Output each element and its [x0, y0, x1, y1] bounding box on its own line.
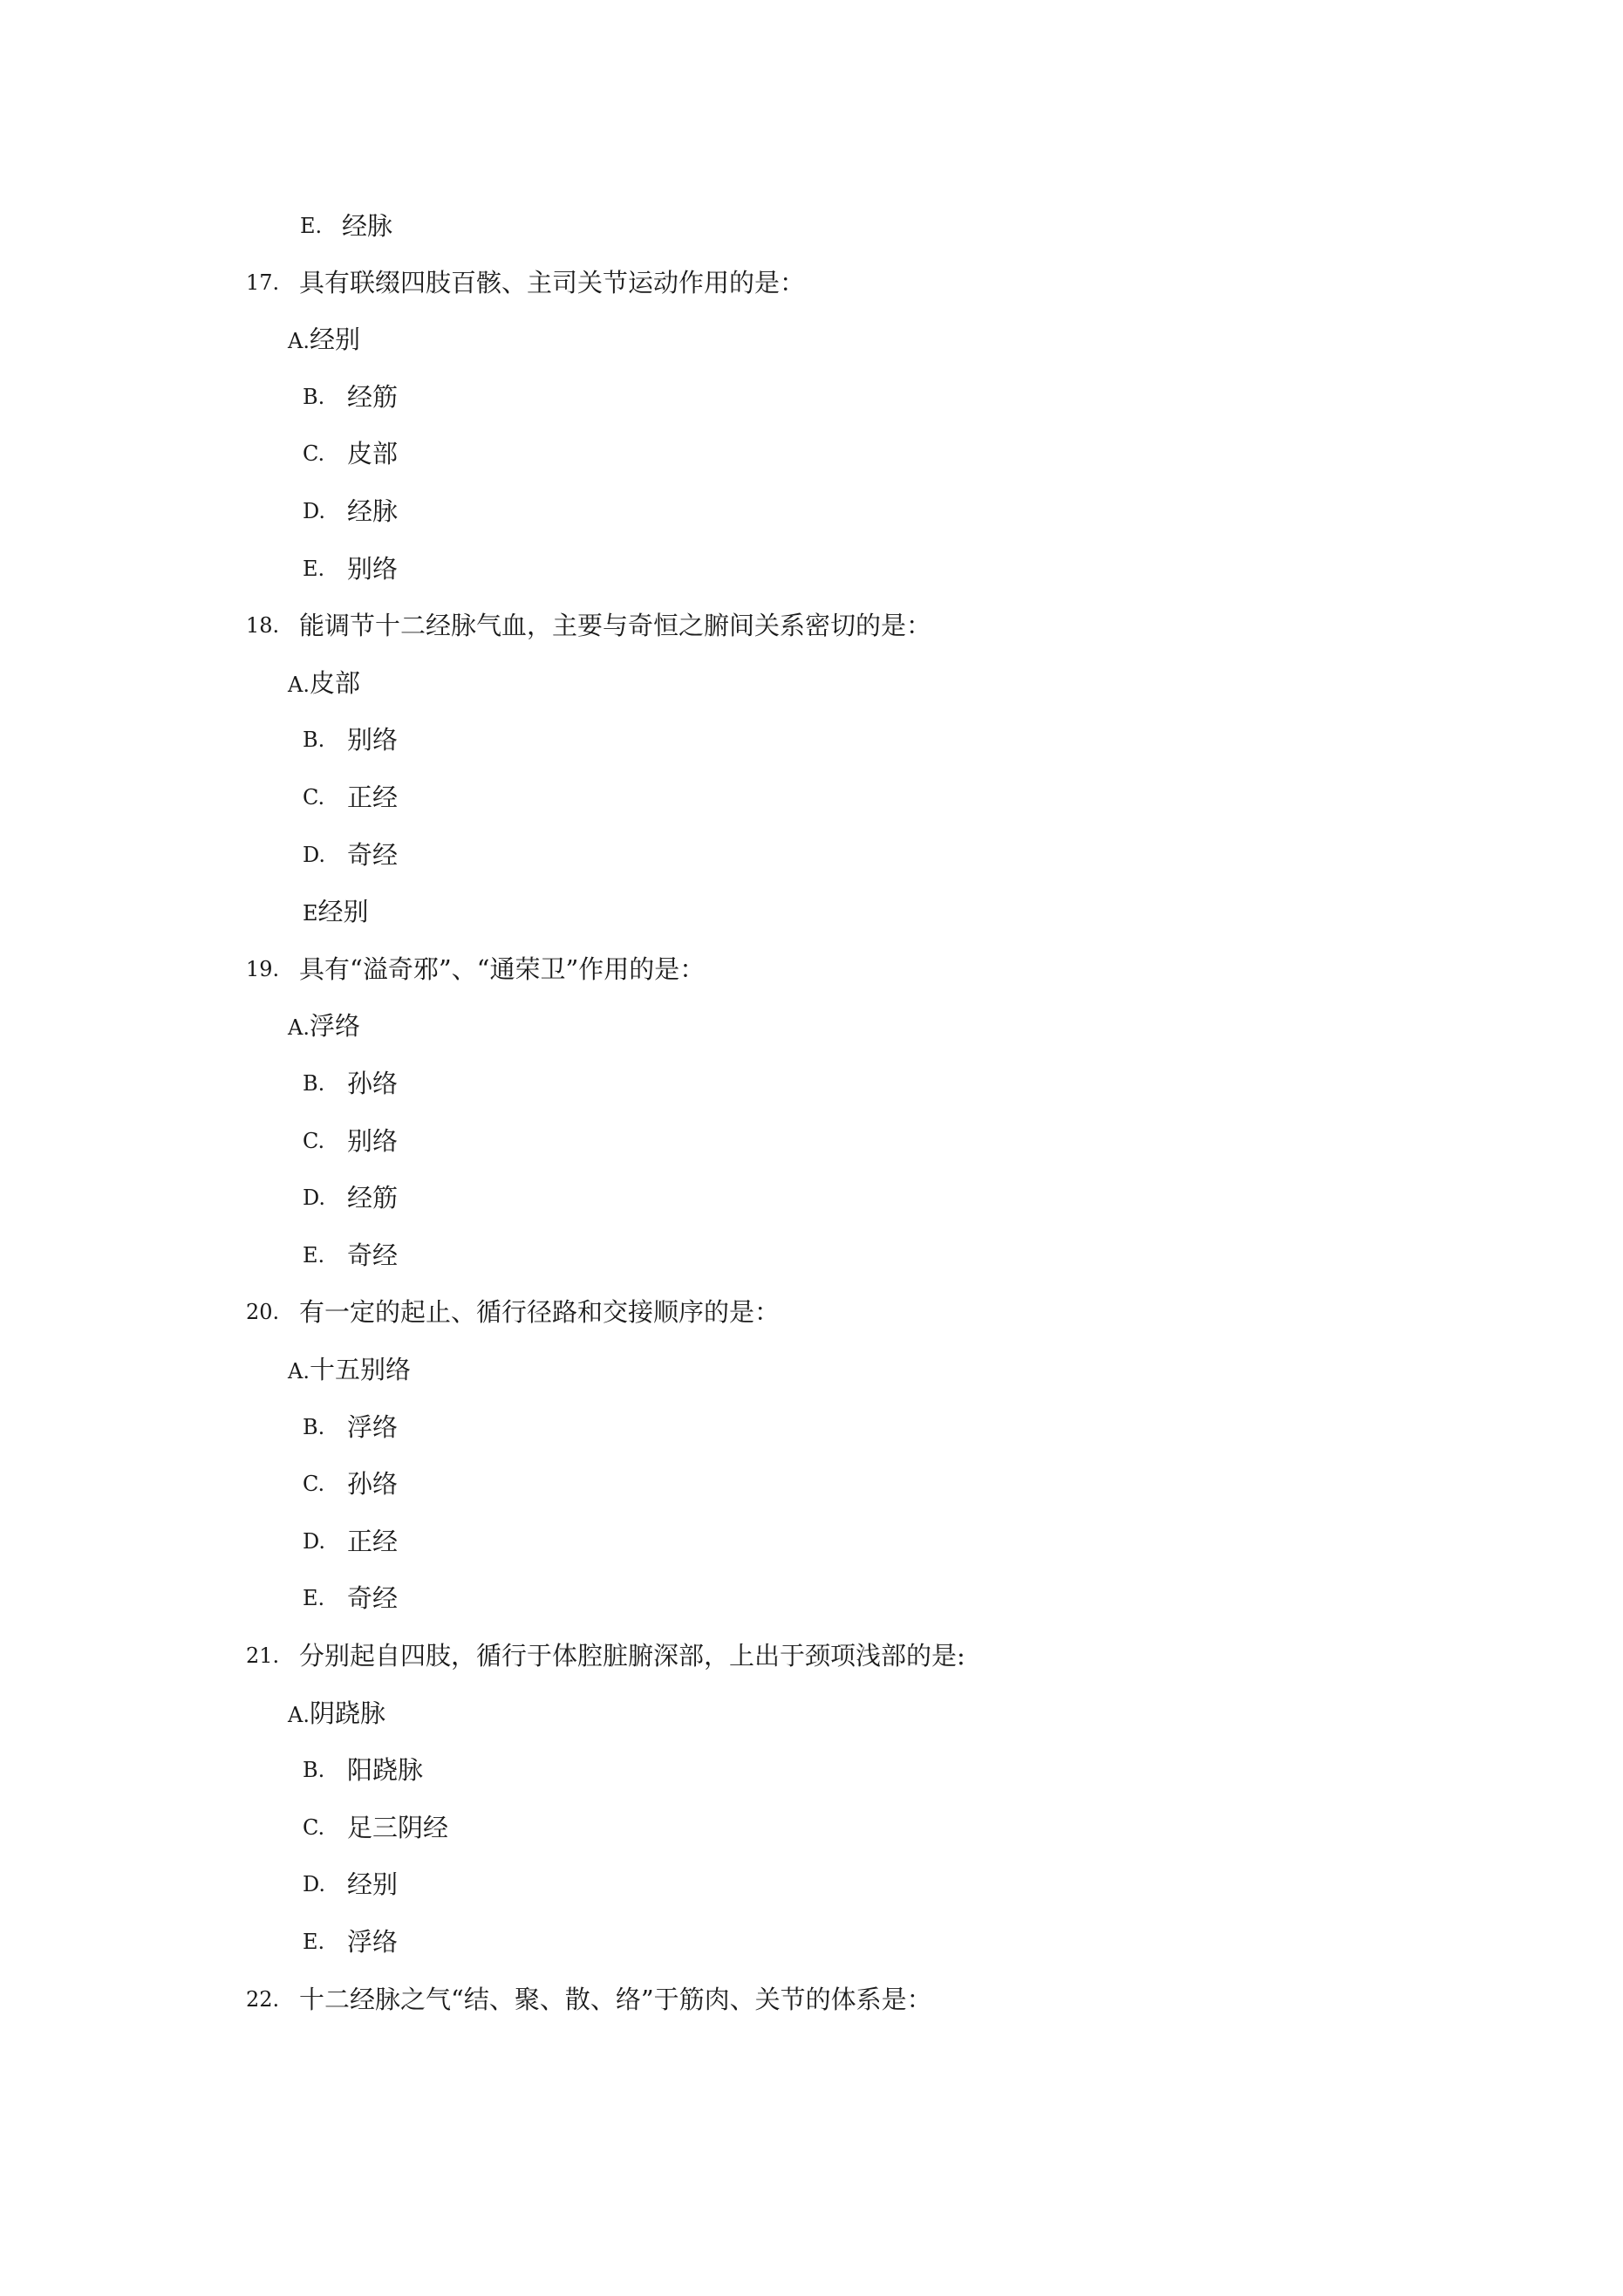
option-text: 浮络: [309, 1011, 360, 1041]
option-text: 经别: [317, 897, 369, 926]
question-number: 22.: [246, 1987, 280, 2012]
question-text: 具有联缀四肢百骸、主司关节运动作用的是：: [299, 268, 806, 297]
option-a: [288, 1004, 360, 1049]
option-letter: B.: [303, 728, 325, 752]
option-letter: D.: [303, 1186, 326, 1210]
option-text: 经脉: [342, 211, 393, 241]
option-text: 正经: [347, 782, 399, 812]
option-text: 孙络: [347, 1469, 399, 1499]
option-letter: B.: [303, 1758, 325, 1782]
option-letter: E: [303, 901, 318, 926]
option-letter: E.: [303, 1586, 325, 1610]
option-text: 孙络: [347, 1069, 399, 1098]
option-letter: D.: [303, 1872, 326, 1896]
option-letter: D.: [303, 843, 326, 867]
question-text: 分别起自四肢，循行于体腔脏腑深部，上出于颈项浅部的是:: [299, 1641, 965, 1671]
option-text: 别络: [347, 725, 399, 755]
option-letter: C.: [303, 441, 325, 466]
question-number: 17.: [246, 270, 280, 295]
question-text: 能调节十二经脉气血，主要与奇恒之腑间关系密切的是：: [299, 611, 932, 640]
option-letter: A.: [288, 329, 310, 353]
option-text: 别络: [347, 554, 399, 584]
option-text: 经筋: [347, 1183, 399, 1213]
option-text: 经别: [347, 1869, 399, 1899]
question-number: 20.: [246, 1300, 280, 1324]
option-letter: C.: [303, 1815, 325, 1840]
option-text: 十五别络: [309, 1355, 411, 1384]
option-text: 浮络: [347, 1412, 399, 1442]
option-a: [288, 1691, 385, 1737]
option-letter: E.: [300, 214, 323, 238]
option-text: 皮部: [309, 668, 360, 698]
option-letter: B.: [303, 385, 325, 409]
option-text: 奇经: [347, 1583, 399, 1613]
option-letter: B.: [303, 1071, 325, 1096]
option-letter: C.: [303, 1129, 325, 1153]
option-text: 奇经: [347, 840, 399, 870]
option-text: 皮部: [347, 439, 399, 468]
option-text: 足三阴经: [347, 1813, 449, 1842]
option-text: 经脉: [347, 496, 399, 526]
option-text: 经别: [309, 325, 360, 354]
option-letter: B.: [303, 1415, 325, 1439]
question-text: 十二经脉之气“结、聚、散、络”于筋肉、关节的体系是：: [299, 1985, 932, 2014]
question-number: 19.: [246, 957, 280, 981]
question-number: 18.: [246, 613, 280, 638]
option-letter: E.: [303, 557, 325, 581]
option-text: 别络: [347, 1126, 399, 1156]
option-a: [288, 661, 360, 707]
option-letter: E.: [303, 1243, 325, 1268]
option-letter: A.: [288, 1703, 310, 1727]
option-text: 阴跷脉: [309, 1698, 385, 1728]
option-text: 奇经: [347, 1240, 399, 1270]
question-text: 有一定的起止、循行径路和交接顺序的是：: [299, 1297, 781, 1327]
option-a: [288, 1348, 411, 1393]
option-text: 经筋: [347, 382, 399, 412]
option-letter: D.: [303, 499, 326, 523]
option-text: 正经: [347, 1527, 399, 1556]
option-text: 阳跷脉: [347, 1755, 424, 1785]
question-number: 21.: [246, 1643, 280, 1668]
option-letter: C.: [303, 785, 325, 810]
option-letter: A.: [288, 1359, 310, 1384]
option-text: 浮络: [347, 1927, 399, 1957]
option-e: [303, 890, 369, 935]
option-letter: D.: [303, 1529, 326, 1554]
option-letter: A.: [288, 1015, 310, 1040]
option-letter: A.: [288, 673, 310, 697]
option-a: [288, 318, 360, 363]
question-text: 具有“溢奇邪”、“通荣卫”作用的是：: [299, 954, 706, 984]
option-letter: E.: [303, 1930, 325, 1954]
option-letter: C.: [303, 1472, 325, 1496]
